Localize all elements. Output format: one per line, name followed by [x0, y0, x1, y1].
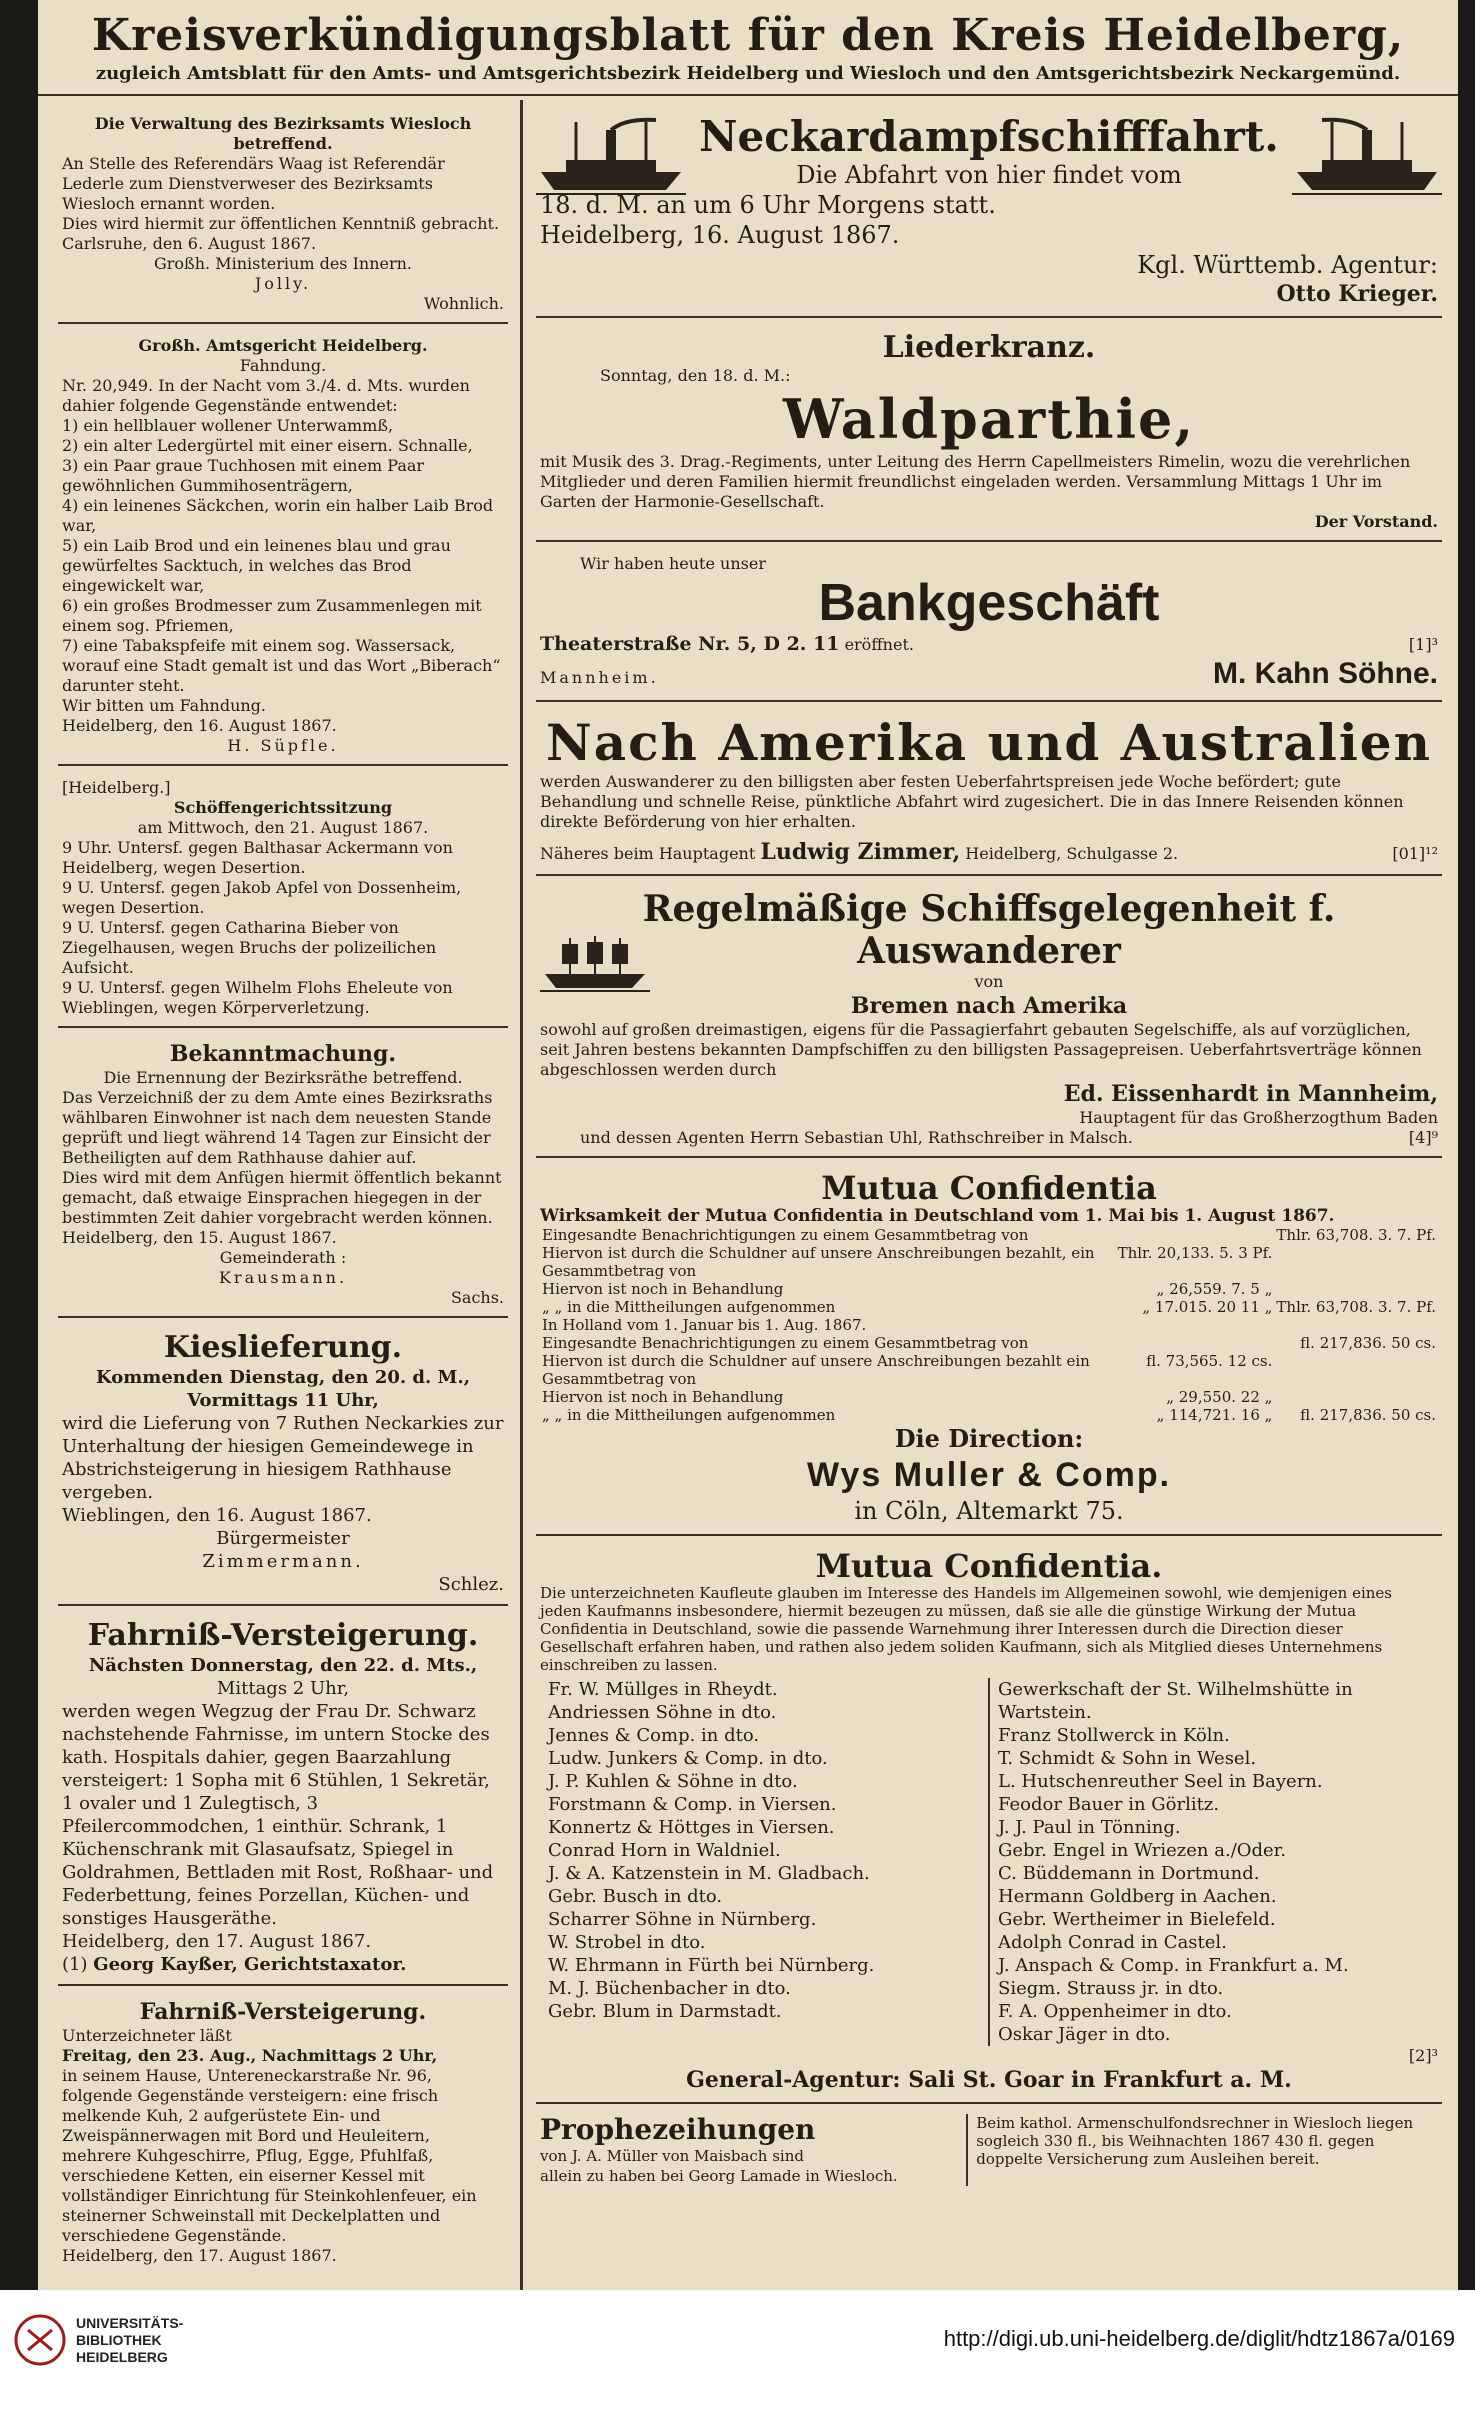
table-row [540, 1298, 1438, 1316]
notice-signature: Schlez. [438, 1574, 504, 1595]
notice-place: Carlsruhe, den 6. August 1867. [62, 234, 317, 253]
notice-body: wird die Lieferung von 7 Ruthen Neckarkies zur Unterhaltung der hiesigen Gemeindewege in Abstrichsteigerung in hiesigem Rathhause vergeben. [62, 1413, 504, 1503]
notice-body: Das Verzeichniß der zu dem Amte eines Bezirksraths wählbaren Einwohner ist nach dem neuesten Stande geprüft und liegt während 14 Tagen zur Einsicht der Betheiligten auf dem Rathhause dahier auf. [62, 1088, 493, 1167]
ad-contact-intro: Näheres beim Hauptagent [540, 844, 756, 863]
ad-number: [01]¹² [1392, 844, 1438, 863]
notice-schoeffengericht [58, 772, 508, 1028]
sailing-ship-icon [540, 934, 650, 994]
right-column [536, 108, 1442, 2190]
ad-amerika [536, 708, 1442, 876]
list-item: Adolph Conrad in Castel. [998, 1932, 1227, 1953]
list-item: J. & A. Katzenstein in M. Gladbach. [548, 1863, 870, 1884]
figures-table [540, 1226, 1438, 1424]
ad-route: Bremen nach Amerika [850, 993, 1128, 1019]
ad-agency: General-Agentur: Sali St. Goar in Frankfurt a. M. [686, 2067, 1292, 2093]
ad-contact-row [540, 838, 1438, 866]
notice-subheading: Fahndung. [239, 356, 327, 375]
table-row [540, 1334, 1438, 1352]
list-item: L. Hutschenreuther Seel in Bayern. [998, 1771, 1323, 1792]
ad-line: 18. d. M. an um 6 Uhr Morgens statt. [540, 191, 996, 219]
notice-signature: Wohnlich. [423, 294, 504, 313]
steamship-icon [1292, 112, 1442, 202]
ad-title: Mutua Confidentia [821, 1169, 1157, 1207]
notice-signature: Sachs. [450, 1288, 504, 1307]
notice-time: Mittags 2 Uhr, [216, 1678, 350, 1699]
notice-office: Bürgermeister [216, 1528, 350, 1549]
source-url[interactable]: http://digi.ub.uni-heidelberg.de/diglit/hdtz1867a/0169 [943, 2326, 1455, 2351]
ad-seller: allein zu haben bei Georg Lamade in Wiesloch. [540, 2167, 898, 2185]
ad-armenschulfonds [966, 2114, 1438, 2186]
notice-versteigerung-2 [58, 1992, 508, 2272]
table-cell-value [1116, 1316, 1275, 1334]
list-item: Gebr. Engel in Wriezen a./Oder. [998, 1840, 1287, 1861]
ad-city: in Cöln, Altemarkt 75. [854, 1497, 1124, 1525]
notice-body: in seinem Hause, Untereneckarstraße Nr. 96, folgende Gegenstände versteigern: eine frisch melkende Kuh, 2 aufgerüstete Ein- und Zweispännerwagen mit Bord und Heuleitern, mehrere Kuhgeschirre, Pflug, Egge, Pfuhlfaß, verschiedene Ketten, ein eiserner Kessel mit vollständiger Einrichtung für Steinkohlenfeuer, ein steinerner Schweinstall mit Deckelplatten und verschiedene Gegenstände. [62, 2066, 477, 2245]
table-cell-value: fl. 73,565. 12 cs. [1146, 1352, 1273, 1370]
table-cell-value [1116, 1334, 1275, 1352]
ad-mutua-confidentia-members [536, 1542, 1442, 2104]
ad-heading: Wirksamkeit der Mutua Confidentia in Deutschland vom 1. Mai bis 1. August 1867. [540, 1206, 1335, 1226]
notice-signature: H. Süpfle. [227, 736, 339, 755]
list-item: Oskar Jäger in dto. [998, 2024, 1171, 2045]
notice-body: Wir bitten um Fahndung. [62, 696, 266, 715]
ad-schiffsgelegenheit [536, 882, 1442, 1158]
library-name-line: UNIVERSITÄTS- [76, 2314, 184, 2331]
table-cell-label: In Holland vom 1. Januar bis 1. Aug. 1867. [542, 1316, 867, 1334]
ad-agency: Kgl. Württemb. Agentur: [1137, 251, 1438, 279]
ad-body: sowohl auf großen dreimastigen, eigens für die Passagierfahrt gebauten Segelschiffe, als auf vorzüglichen, seit Jahren bestens bekannten Dampfschiffen zu den billigsten Passagepreisen. Ueberfahrtsverträge können abgeschlossen werden durch [540, 1020, 1422, 1079]
library-name [76, 2315, 183, 2366]
table-cell-value [1274, 1352, 1438, 1388]
notice-when: Freitag, den 23. Aug., Nachmittags 2 Uhr, [62, 2046, 438, 2065]
ad-headline: Waldparthie, [782, 387, 1196, 451]
ad-title: Neckardampfschifffahrt. [699, 112, 1279, 161]
table-cell-value [1274, 1244, 1438, 1280]
list-item: 2) ein alter Ledergürtel mit einer eisern. Schnalle, [62, 436, 473, 455]
ad-bankgeschaeft [536, 548, 1442, 702]
notice-body: Die Ernennung der Bezirksräthe betreffend. [103, 1068, 463, 1087]
notice-fahndung [58, 330, 508, 766]
notice-heading: Fahrniß-Versteigerung. [87, 1618, 479, 1653]
ad-body: mit Musik des 3. Drag.-Regiments, unter Leitung des Herrn Capellmeisters Rimelin, wozu die verehrlichen Mitglieder und deren Familien hiermit freundlichst eingeladen werden. Versammlung Mittags 1 Uhr im Garten der Harmonie-Gesellschaft. [540, 452, 1411, 511]
list-item: J. Anspach & Comp. in Frankfurt a. M. [998, 1955, 1349, 1976]
list-item: 9 Uhr. Untersf. gegen Balthasar Ackermann von Heidelberg, wegen Desertion. [62, 838, 453, 877]
ad-intro: Wir haben heute unser [580, 554, 766, 573]
notice-body: An Stelle des Referendärs Waag ist Referendär Lederle zum Dienstverweser des Bezirksamts Wiesloch ernannt worden. [62, 154, 445, 213]
ad-address: Theaterstraße Nr. 5, D 2. 11 [540, 633, 840, 655]
notice-intro: Unterzeichneter läßt [62, 2026, 232, 2045]
list-item: J. J. Paul in Tönning. [998, 1817, 1181, 1838]
table-row [540, 1244, 1438, 1280]
ad-address: Heidelberg, Schulgasse 2. [965, 844, 1179, 863]
ad-title: Liederkranz. [882, 330, 1096, 365]
university-seal-icon [14, 2314, 66, 2366]
ad-from: von [974, 972, 1004, 991]
list-item: Hermann Goldberg in Aachen. [998, 1886, 1277, 1907]
table-cell-value [1274, 1280, 1438, 1298]
ad-date: Sonntag, den 18. d. M.: [600, 366, 791, 385]
footer-bar [0, 2290, 1475, 2416]
ad-agent: und dessen Agenten Herrn Sebastian Uhl, Rathschreiber in Malsch. [580, 1128, 1133, 1147]
list-item: Gebr. Busch in dto. [548, 1886, 723, 1907]
ad-title: Regelmäßige Schiffsgelegenheit f. Auswanderer [642, 888, 1336, 972]
notice-name: Jolly. [254, 274, 312, 293]
member-column-left [540, 1678, 988, 2046]
table-row [540, 1388, 1438, 1406]
member-column-right [988, 1678, 1438, 2046]
list-item: Gewerkschaft der St. Wilhelmshütte in Wartstein. [998, 1679, 1353, 1723]
ad-title: Bankgeschäft [818, 574, 1160, 632]
notice-office: Gemeinderath : [219, 1248, 347, 1267]
notice-heading: Die Verwaltung des Bezirksamts Wiesloch betreffend. [94, 114, 472, 153]
ad-role: Hauptagent für das Großherzogthum Baden [1079, 1108, 1438, 1127]
ad-name: Otto Krieger. [1276, 281, 1438, 307]
notice-bekanntmachung [58, 1034, 508, 1318]
list-item: 5) ein Laib Brod und ein leinenes blau und grau gewürfeltes Sacktuch, in welches das Brod eingewickelt war, [62, 536, 451, 595]
ad-firm: Wys Muller & Comp. [806, 1456, 1172, 1494]
notice-bezirksamt [58, 108, 508, 324]
table-cell-value: fl. 217,836. 50 cs. [1300, 1334, 1436, 1352]
ad-line: Die Abfahrt von hier findet vom [796, 161, 1182, 189]
table-cell-label: Hiervon ist durch die Schuldner auf unsere Anschreibungen bezahlt ein Gesammtbetrag von [542, 1352, 1090, 1388]
ad-name: Ludwig Zimmer, [760, 839, 961, 865]
table-cell-label: Eingesandte Benachrichtigungen zu einem Gesammtbetrag von [542, 1334, 1029, 1352]
list-item: Feodor Bauer in Görlitz. [998, 1794, 1220, 1815]
notice-heading: Bekanntmachung. [169, 1041, 397, 1067]
ad-title: Mutua Confidentia. [815, 1547, 1163, 1585]
ad-liederkranz [536, 324, 1442, 542]
notice-heading: Schöffengerichtssitzung [173, 798, 393, 817]
notice-versteigerung-1 [58, 1612, 508, 1986]
table-cell-label: Hiervon ist durch die Schuldner auf unsere Anschreibungen bezahlt, ein Gesammtbetrag von [542, 1244, 1095, 1280]
list-item: Jennes & Comp. in dto. [548, 1725, 760, 1746]
list-item: M. J. Büchenbacher in dto. [548, 1978, 791, 1999]
table-cell-value: Thlr. 63,708. 3. 7. Pf. [1276, 1226, 1436, 1244]
notice-place: Heidelberg, den 16. August 1867. [62, 716, 337, 735]
table-cell-value: fl. 217,836. 50 cs. [1300, 1406, 1436, 1424]
masthead-subtitle: zugleich Amtsblatt für den Amts- und Amtsgerichtsbezirk Heidelberg und Wiesloch und den Amtsgerichtsbezirk Neckargemünd. [95, 63, 1401, 84]
notice-date: am Mittwoch, den 21. August 1867. [137, 818, 429, 837]
table-cell-value: Thlr. 63,708. 3. 7. Pf. [1276, 1298, 1436, 1316]
list-item: 3) ein Paar graue Tuchhosen mit einem Paar gewöhnlichen Gummihosenträgern, [62, 456, 425, 495]
list-item: Fr. W. Müllges in Rheydt. [548, 1679, 778, 1700]
notice-time: Vormittags 11 Uhr, [187, 1390, 379, 1411]
ad-bottom-row [536, 2110, 1442, 2190]
table-cell-label: „ „ in die Mittheilungen aufgenommen [542, 1298, 836, 1316]
notice-place: Wieblingen, den 16. August 1867. [62, 1505, 372, 1526]
notice-heading: Fahrniß-Versteigerung. [139, 1999, 427, 2025]
ad-title: Nach Amerika und Australien [546, 713, 1432, 772]
list-item: Konnertz & Höttges in Viersen. [548, 1817, 835, 1838]
list-item: Ludw. Junkers & Comp. in dto. [548, 1748, 828, 1769]
table-cell-value [1274, 1316, 1438, 1334]
table-cell-label: Hiervon ist noch in Behandlung [542, 1388, 784, 1406]
ad-neckardampfschifffahrt [536, 108, 1442, 318]
notice-place: Heidelberg, den 15. August 1867. [62, 1228, 337, 1247]
ad-number: [2]³ [1408, 2046, 1438, 2065]
notice-body: Nr. 20,949. In der Nacht vom 3./4. d. Mts. wurden dahier folgende Gegenstände entwendet: [62, 376, 470, 415]
table-cell-label: Hiervon ist noch in Behandlung [542, 1280, 784, 1298]
notice-when: Nächsten Donnerstag, den 22. d. Mts., [88, 1655, 478, 1676]
left-column [58, 108, 508, 2272]
notice-heading: Großh. Amtsgericht Heidelberg. [138, 336, 428, 355]
list-item: Forstmann & Comp. in Viersen. [548, 1794, 837, 1815]
list-item: Andriessen Söhne in dto. [548, 1702, 777, 1723]
list-item: 4) ein leinenes Säckchen, worin ein halber Laib Brod war, [62, 496, 494, 535]
ad-mutua-confidentia-report [536, 1164, 1442, 1536]
list-item: W. Ehrmann in Fürth bei Nürnberg. [548, 1955, 875, 1976]
ad-number: [4]⁹ [1408, 1128, 1438, 1147]
table-row [540, 1226, 1438, 1244]
table-cell-value: „ 114,721. 16 „ [1156, 1406, 1273, 1424]
table-row [540, 1280, 1438, 1298]
table-cell-label: „ „ in die Mittheilungen aufgenommen [542, 1406, 836, 1424]
table-cell-label: Eingesandte Benachrichtigungen zu einem Gesammtbetrag von [542, 1226, 1029, 1244]
ad-title: Prophezeihungen [540, 2113, 816, 2146]
list-item: F. A. Oppenheimer in dto. [998, 2001, 1232, 2022]
list-item: Gebr. Wertheimer in Bielefeld. [998, 1909, 1276, 1930]
ad-number: [1]³ [1408, 635, 1438, 654]
table-cell-value [1116, 1226, 1275, 1244]
notice-kieslieferung [58, 1324, 508, 1606]
ad-place: Heidelberg, 16. August 1867. [540, 221, 900, 249]
table-cell-value: Thlr. 20,133. 5. 3 Pf. [1117, 1244, 1273, 1262]
newspaper-page [38, 0, 1458, 2290]
ad-body: Beim kathol. Armenschulfondsrechner in Wiesloch liegen sogleich 330 fl., bis Weihnachten 1867 430 fl. gegen doppelte Versicherung zum Ausleihen bereit. [976, 2114, 1414, 2168]
masthead [38, 10, 1458, 84]
table-cell-value: „ 29,550. 22 „ [1166, 1388, 1273, 1406]
list-item: Siegm. Strauss jr. in dto. [998, 1978, 1224, 1999]
ad-body: Die unterzeichneten Kaufleute glauben im Interesse des Handels im Allgemeinen sowohl, wie demjenigen eines jeden Kaufmanns insbesondere, hiermit bezeugen zu müssen, daß sie alle die günstige Wirkung der Mutua Confidentia in Deutschland, sowie die passende Warnehmung ihrer Interessen durch die Direction dieser Gesellschaft erfahren haben, und rathen also jedem soliden Kaufmann, sich als Mitglied dieses Unternehmens einschreiben zu lassen. [540, 1584, 1392, 1674]
list-item: C. Büddemann in Dortmund. [998, 1863, 1260, 1884]
ad-signature: Der Vorstand. [1314, 512, 1438, 531]
ad-name: M. Kahn Söhne. [1213, 657, 1438, 690]
notice-when: Kommenden Dienstag, den 20. d. M., [95, 1367, 471, 1388]
notice-number: (1) [62, 1954, 88, 1975]
notice-place: Heidelberg, den 17. August 1867. [62, 2246, 337, 2265]
ad-city: Mannheim. [540, 668, 659, 687]
ad-name-row [540, 656, 1438, 692]
list-item: Franz Stollwerck in Köln. [998, 1725, 1230, 1746]
list-item: 9 U. Untersf. gegen Wilhelm Flohs Eheleute von Wieblingen, wegen Körperverletzung. [62, 978, 453, 1017]
table-row [540, 1316, 1438, 1334]
list-item: 9 U. Untersf. gegen Catharina Bieber von Ziegelhausen, wegen Bruchs der polizeilichen Aufsicht. [62, 918, 437, 977]
table-cell-value [1274, 1388, 1438, 1406]
ad-address-row [540, 632, 1438, 656]
list-item: Gebr. Blum in Darmstadt. [548, 2001, 782, 2022]
list-item: 7) eine Tabakspfeife mit einem sog. Wassersack, worauf eine Stadt gemalt ist und das Wort „Biberach“ darunter steht. [62, 636, 501, 695]
notice-name: Zimmermann. [202, 1551, 364, 1572]
steamship-icon [536, 112, 686, 202]
table-cell-value: „ 17.015. 20 11 „ [1142, 1298, 1273, 1316]
ad-agent-row [540, 1128, 1438, 1148]
member-list [540, 1678, 1438, 2046]
table-row [540, 1352, 1438, 1388]
ad-name: Ed. Eissenhardt in Mannheim, [1063, 1081, 1438, 1107]
notice-body: werden wegen Wegzug der Frau Dr. Schwarz nachstehende Fahrnisse, im untern Stocke des kath. Hospitals dahier, gegen Baarzahlung versteigert: 1 Sopha mit 6 Stühlen, 1 Sekretär, 1 ovaler und 1 Zulegtisch, 3 Pfeilercommodchen, 1 einthür. Schrank, 1 Küchenschrank mit Glasaufsatz, Spiegel in Goldrahmen, Bettladen mit Rost, Roßhaar- und Federbettung, feines Porzellan, Küchen- und sonstiges Hausgeräthe. [62, 1701, 494, 1929]
masthead-rule [38, 94, 1458, 96]
list-item: Scharrer Söhne in Nürnberg. [548, 1909, 817, 1930]
list-item: W. Strobel in dto. [548, 1932, 706, 1953]
library-name-line: HEIDELBERG [76, 2348, 168, 2365]
ad-prophezeihungen [540, 2114, 966, 2186]
list-item: T. Schmidt & Sohn in Wesel. [998, 1748, 1257, 1769]
notice-body: Dies wird mit dem Anfügen hiermit öffentlich bekannt gemacht, daß etwaige Einsprachen hiegegen in der bestimmten Zeit dahier vorgebracht werden können. [62, 1168, 502, 1227]
list-item: 6) ein großes Brodmesser zum Zusammenlegen mit einem sog. Pfriemen, [62, 596, 482, 635]
table-row [540, 1406, 1438, 1424]
library-name-line: BIBLIOTHEK [76, 2331, 162, 2348]
list-item: 9 U. Untersf. gegen Jakob Apfel von Dossenheim, wegen Desertion. [62, 878, 462, 917]
list-item: 1) ein hellblauer wollener Unterwammß, [62, 416, 394, 435]
library-logo [14, 2314, 183, 2366]
list-item: J. P. Kuhlen & Söhne in dto. [548, 1771, 798, 1792]
notice-place: Heidelberg, den 17. August 1867. [62, 1931, 372, 1952]
table-cell-value: „ 26,559. 7. 5 „ [1156, 1280, 1273, 1298]
masthead-title: Kreisverkündigungsblatt für den Kreis Heidelberg, [91, 10, 1405, 61]
ad-body: werden Auswanderer zu den billigsten aber festen Ueberfahrtspreisen jede Woche befördert; gute Behandlung und schnelle Reise, pünktliche Abfahrt wird zugesichert. Die in das Innere Reisenden können direkte Beförderung von hier erhalten. [540, 772, 1404, 831]
notice-body: Dies wird hiermit zur öffentlichen Kenntniß gebracht. [62, 214, 500, 233]
ad-direction: Die Direction: [894, 1424, 1084, 1453]
notice-signature-row [62, 1953, 504, 1976]
column-rule [520, 100, 523, 2290]
ad-author: von J. A. Müller von Maisbach sind [540, 2147, 804, 2165]
notice-heading: Kieslieferung. [163, 1330, 403, 1365]
list-item: Conrad Horn in Waldniel. [548, 1840, 781, 1861]
notice-office: Großh. Ministerium des Innern. [153, 254, 413, 273]
ad-address-suffix: eröffnet. [844, 635, 914, 654]
notice-signature: Georg Kayßer, Gerichtstaxator. [93, 1954, 407, 1975]
notice-name: Krausmann. [218, 1268, 348, 1287]
notice-tag: [Heidelberg.] [62, 778, 171, 797]
